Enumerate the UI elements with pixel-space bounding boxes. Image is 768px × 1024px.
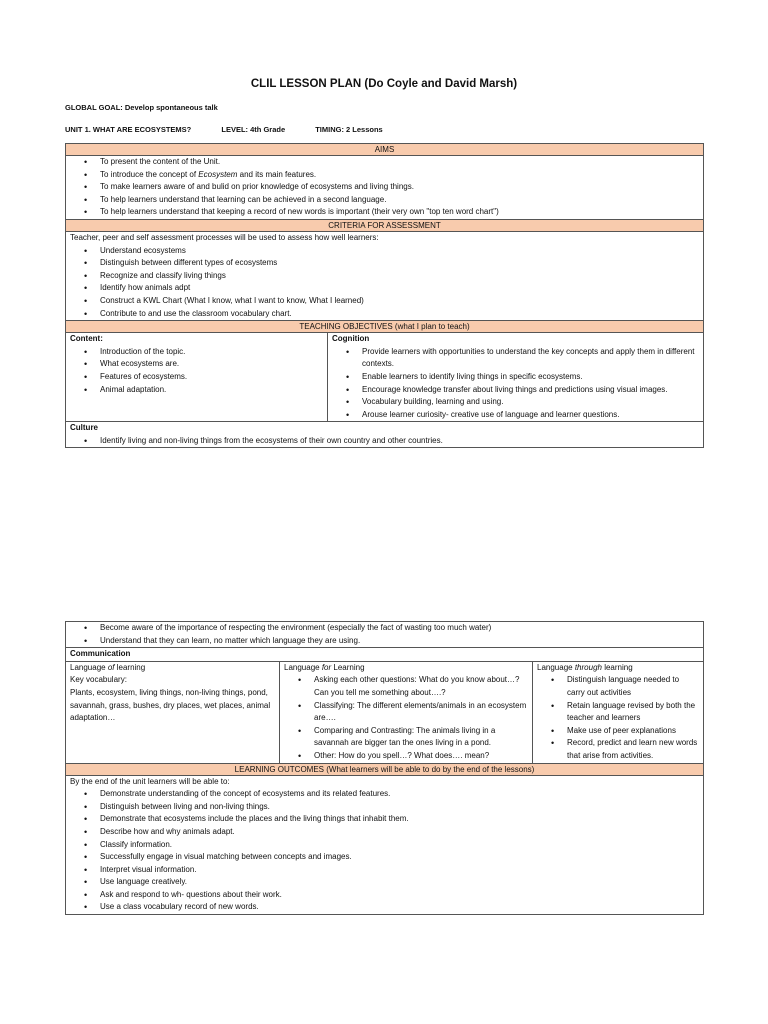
lesson-plan-table-2 [65, 621, 704, 915]
language-for-item: • Comparing and Contrasting: The animals living in a savannah are bigger tan the ones living in a pond. [314, 725, 528, 750]
criteria-header: CRITERIA FOR ASSESSMENT [66, 219, 704, 231]
outcomes-header-rest: (What learners will be able to do by the end of the lessons) [324, 764, 535, 774]
content-item: • Animal adaptation. [100, 384, 323, 397]
label-part: Language [70, 662, 108, 672]
timing: TIMING: 2 Lessons [315, 125, 383, 134]
aims-item: • To help learners understand that learning can be achieved in a second language. [100, 194, 699, 207]
language-through-item: • Distinguish language needed to carry out activities [567, 674, 699, 699]
aims-cell [66, 156, 704, 220]
criteria-item: • Identify how animals adpt [100, 282, 699, 295]
communication-label: Communication [66, 648, 704, 662]
culture-item: • Become aware of the importance of respecting the environment (especially the fact of wasting too much water) [100, 622, 699, 635]
cognition-item: • Arouse learner curiosity- creative use of language and learner questions. [362, 409, 699, 422]
label-emphasis: through [574, 662, 602, 672]
ecosystem-term: Ecosystem [198, 169, 238, 179]
criteria-item: • Construct a KWL Chart (What I know, what I want to know, What I learned) [100, 295, 699, 308]
page-title: CLIL LESSON PLAN (Do Coyle and David Marsh) [250, 78, 518, 90]
language-through-list [537, 674, 699, 762]
culture-label: Culture [70, 423, 98, 433]
culture-continued-list [70, 622, 699, 647]
label-part: learning [114, 662, 146, 672]
content-cell [66, 333, 328, 422]
criteria-cell [66, 231, 704, 320]
criteria-item: • Recognize and classify living things [100, 270, 699, 283]
content-item: • What ecosystems are. [100, 358, 323, 371]
language-for-item: • Classifying: The different elements/animals in an ecosystem are…. [314, 700, 528, 725]
outcome-item: • Ask and respond to wh- questions about their work. [100, 889, 699, 902]
criteria-list [70, 245, 699, 321]
criteria-item: • Contribute to and use the classroom vocabulary chart. [100, 308, 699, 321]
cognition-item: • Encourage knowledge transfer about living things and predictions using visual images. [362, 384, 699, 397]
language-through-learning-cell [533, 661, 704, 763]
aims-header: AIMS [66, 144, 704, 156]
global-goal: GLOBAL GOAL: Develop spontaneous talk [65, 103, 218, 112]
language-through-item: • Make use of peer explanations [567, 725, 699, 738]
content-item: • Features of ecosystems. [100, 371, 323, 384]
language-of-learning-label [70, 662, 275, 675]
cognition-list [332, 346, 699, 422]
label-emphasis: for [321, 662, 332, 672]
outcome-item: • Use language creatively. [100, 876, 699, 889]
label-part: Language [284, 662, 322, 672]
language-for-item: • Asking each other questions: What do you know about…? Can you tell me something about….? [314, 674, 528, 699]
language-through-learning-label [537, 662, 699, 675]
aims-list [70, 156, 699, 219]
content-item: • Introduction of the topic. [100, 346, 323, 359]
outcome-item: • Successfully engage in visual matching between concepts and images. [100, 851, 699, 864]
cognition-item: • Provide learners with opportunities to understand the key concepts and apply them in different contexts. [362, 346, 699, 371]
culture-list [70, 435, 699, 448]
outcome-item: • Interpret visual information. [100, 864, 699, 877]
unit-title: UNIT 1. WHAT ARE ECOSYSTEMS? [65, 125, 192, 134]
cognition-item: • Vocabulary building, learning and using. [362, 396, 699, 409]
outcome-item: • Classify information. [100, 839, 699, 852]
cognition-label: Cognition [332, 334, 370, 344]
label-part: Learning [331, 662, 365, 672]
aims-item: • To present the content of the Unit. [100, 156, 699, 169]
outcomes-header-bold: LEARNING OUTCOMES [234, 764, 324, 774]
language-of-learning-cell [66, 661, 280, 763]
aims-item: • To introduce the concept of Ecosystem and its main features. [100, 169, 699, 182]
learning-outcomes-cell [66, 775, 704, 915]
level: LEVEL: 4th Grade [221, 125, 286, 134]
criteria-item: • Distinguish between different types of ecosystems [100, 257, 699, 270]
outcomes-list [70, 788, 699, 914]
language-for-learning-label [284, 662, 528, 675]
label-part: Language [537, 662, 575, 672]
language-through-item: • Record, predict and learn new words that arise from activities. [567, 737, 699, 762]
culture-cell [66, 422, 704, 448]
culture-item: • Identify living and non-living things from the ecosystems of their own country and other countries. [100, 435, 699, 448]
language-for-list [284, 674, 528, 762]
key-vocabulary-label: Key vocabulary: [70, 675, 127, 685]
content-list [70, 346, 323, 396]
cognition-item: • Enable learners to identify living things in specific ecosystems. [362, 371, 699, 384]
language-for-learning-cell [280, 661, 533, 763]
outcomes-intro: By the end of the unit learners will be able to: [70, 776, 230, 786]
learning-outcomes-header [66, 763, 704, 775]
criteria-intro: Teacher, peer and self assessment processes will be used to assess how well learners: [70, 232, 379, 242]
outcome-item: • Describe how and why animals adapt. [100, 826, 699, 839]
language-through-item: • Retain language revised by both the teacher and learners [567, 700, 699, 725]
lesson-plan-table-1 [65, 143, 704, 448]
label-part: learning [601, 662, 633, 672]
outcome-item: • Demonstrate understanding of the concept of ecosystems and its related features. [100, 788, 699, 801]
outcome-item: • Use a class vocabulary record of new words. [100, 901, 699, 914]
outcome-item: • Distinguish between living and non-living things. [100, 801, 699, 814]
key-vocabulary-text: Plants, ecosystem, living things, non-living things, pond, savannah, grass, bushes, dry places, wet places, animal adaptation… [70, 687, 271, 723]
label-emphasis: of [107, 662, 115, 672]
culture-item: • Understand that they can learn, no matter which language they are using. [100, 635, 699, 648]
culture-continued-cell [66, 622, 704, 648]
aims-item: • To help learners understand that keeping a record of new words is important (their very own "top ten word chart") [100, 206, 699, 219]
criteria-item: • Understand ecosystems [100, 245, 699, 258]
unit-meta-line [65, 125, 411, 134]
content-label: Content: [70, 334, 103, 344]
outcome-item: • Demonstrate that ecosystems include the places and the living things that inhabit them. [100, 813, 699, 826]
aims-item: • To make learners aware of and bulid on prior knowledge of ecosystems and living things. [100, 181, 699, 194]
cognition-cell [328, 333, 704, 422]
language-for-item: • Other: How do you spell…? What does…. mean? [314, 750, 528, 763]
objectives-header: TEACHING OBJECTIVES (what I plan to teach) [66, 321, 704, 333]
